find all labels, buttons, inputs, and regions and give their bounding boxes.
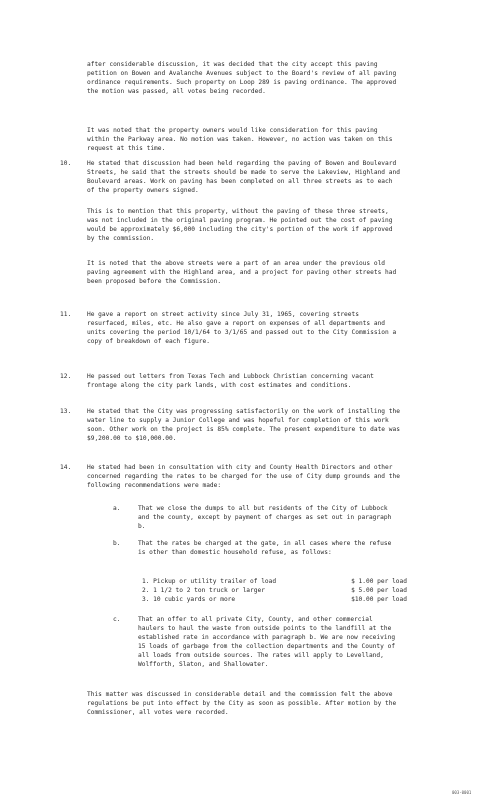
subitem-letter: b. [113,540,121,547]
rate-label: 1. Pickup or utility trailer of load [142,578,277,585]
subitem-letter: c. [113,616,121,623]
item-paragraph: This is to mention that this property, without the paving of these three streets, was not included in the original paving program. He pointed out the cost of paving would be approximately $6,000 including the city's portion of the work if approved by the commission. [87,208,397,242]
rate-value: $10.00 per load [351,596,407,603]
item-paragraph: He passed out letters from Texas Tech and Lubbock Christian concerning vacant frontage along the city park lands, with cost estimates and conditions. [87,373,378,389]
subitem-paragraph: That we close the dumps to all but residents of the City of Lubbock and the county, except by payment of charges as set out in paragraph b. [138,505,396,530]
rate-row [142,595,407,604]
intro-paragraph: after considerable discussion, it was decided that the city accept this paving petition on Bowen and Avalanche Avenues subject to the Board's review of all paving ordinance requirements. Such property on Loop 289 is paving ordinance. The approved the motion was passed, all votes being recorded. [87,61,400,95]
item-number: 11. [60,311,72,318]
closing-paragraph: This matter was discussed in considerable detail and the commission felt the above regulations be put into effect by the City as soon as possible. After motion by the Commissioner, all votes were recorded. [87,691,400,716]
item-paragraph: He stated that discussion had been held regarding the paving of Bowen and Boulevard Streets, he said that the streets should be made to serve the Lakeview, Highland and Boulevard areas. Work on paving has been completed on all three streets as to each of the property owners signed. [87,160,404,194]
rate-row [142,577,407,586]
rate-value: $ 5.00 per load [351,587,407,594]
item-paragraph: He stated had been in consultation with city and County Health Directors and other concerned regarding the rates to be charged for the use of City dump grounds and the following recommendations were made: [87,464,404,489]
item-paragraph: He stated that the City was progressing satisfactorily on the work of installing the water line to supply a Junior College and was hopeful for completion of this work soon. Other work on the project is 85% complete. The present expenditure to date was $9,200.00 to $10,000.00. [87,408,404,442]
rate-value: $ 1.00 per load [351,578,407,585]
item-paragraph: He gave a report on street activity since July 31, 1965, covering streets resurfaced, miles, etc. He also gave a report on expenses of all departments and units covering the period 10/1/64 to 3/1/65 and passed out to the City Commission a copy of breakdown of each figure. [87,311,400,345]
page-identifier: 003-0001 [452,790,472,795]
rate-label: 2. 1 1/2 to 2 ton truck or larger [142,587,265,594]
item-number: 13. [60,408,72,415]
subitem-paragraph: That the rates be charged at the gate, in all cases where the refuse is other than domestic household refuse, as follows: [138,540,396,556]
rate-label: 3. 10 cubic yards or more [142,596,236,603]
item-paragraph: It is noted that the above streets were a part of an area under the previous old paving agreement with the Highland area, and a project for paving other streets had been proposed before the Commission. [87,260,400,285]
rate-row [142,586,407,595]
item-number: 10. [60,160,72,167]
subitem-letter: a. [113,505,121,512]
intro-paragraph-2: It was noted that the property owners would like consideration for this paving within the Parkway area. No motion was taken. However, no action was taken on this request at this time. [87,127,397,152]
item-number: 12. [60,373,72,380]
item-number: 14. [60,464,72,471]
subitem-paragraph: That an offer to all private City, County, and other commercial haulers to haul the waste from outside points to the landfill at the established rate in accordance with paragraph b. We are now receiving 15 loads of garbage from the collection departments and the County of all loads from outside sources. The rates will apply to Levelland, Wolfforth, Slaton, and Shallowater. [138,616,399,668]
